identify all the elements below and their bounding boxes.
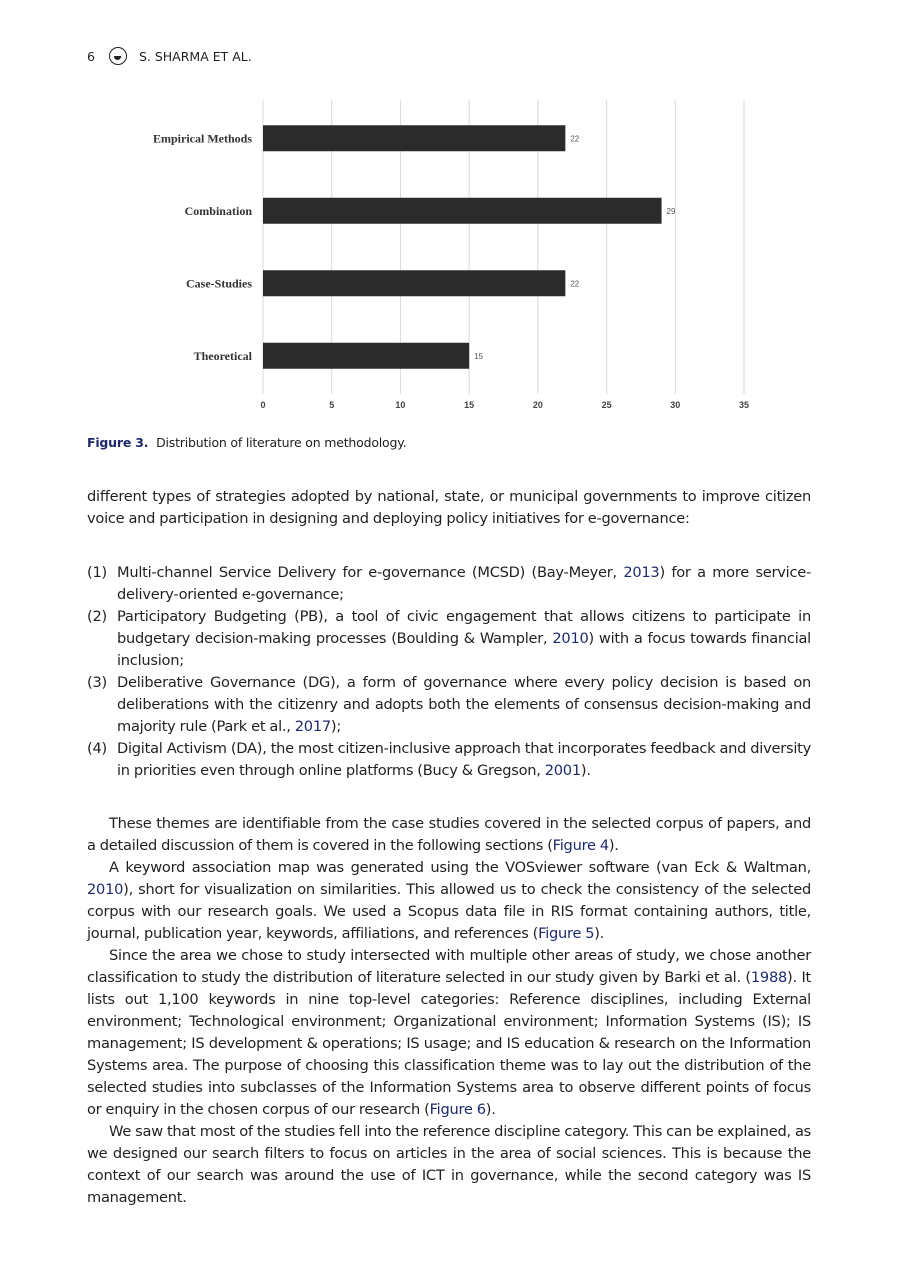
bar	[263, 343, 469, 369]
body-text	[87, 813, 811, 1209]
intro-paragraph: different types of strategies adopted by national, state, or municipal governments to improve citizen voice and participation in designing and deploying policy initiatives for e-governance:	[87, 488, 811, 527]
paragraph-classification: Since the area we chose to study intersected with multiple other areas of study, we chose another classification to study the distribution of literature selected in our study given by Barki et al. (1988). It lists out 1,100 keywords in nine top-level categories: Reference disciplines, including External environment; Technological environment; Organizational environment; Information Systems (IS); IS management; IS development & operations; IS usage; and IS education & research on the Information Systems area. The purpose of choosing this classification theme was to lay out the distribution of the selected studies into subclasses of the Information Systems area to observe different points of focus or enquiry in the chosen corpus of our research (Figure 6).	[87, 947, 811, 1118]
list-item	[87, 672, 811, 738]
list-item-text: Digital Activism (DA), the most citizen-inclusive approach that incorporates feedback and diversity in priorities even through online platforms (Bucy & Gregson, 2001).	[117, 740, 811, 779]
citation-link[interactable]: 1988	[750, 969, 788, 986]
bar	[263, 125, 565, 151]
x-tick-label: 5	[329, 400, 335, 410]
paragraph-reference-discipline: We saw that most of the studies fell into the reference discipline category. This can be explained, as we designed our search filters to focus on articles in the area of social sciences. This is because the context of our search was around the use of ICT in governance, while the second category was IS management.	[87, 1123, 811, 1206]
list-item	[87, 606, 811, 672]
paragraph-themes: These themes are identifiable from the case studies covered in the selected corpus of papers, and a detailed discussion of them is covered in the following sections (Figure 4).	[87, 815, 811, 854]
figure-label: Figure 3.	[87, 435, 149, 450]
figure-5-link[interactable]: Figure 5	[538, 925, 595, 942]
list-item	[87, 562, 811, 606]
value-label: 15	[474, 351, 484, 361]
list-item-text: Deliberative Governance (DG), a form of governance where every policy decision is based on deliberations with the citizenry and adopts both the elements of consensus decision-making and majority rule (Park et al., 2017);	[117, 674, 811, 735]
category-label: Theoretical	[193, 348, 252, 363]
figure-4-link[interactable]: Figure 4	[552, 837, 609, 854]
x-tick-label: 15	[464, 400, 475, 410]
bar	[263, 270, 565, 296]
paragraph-keyword-map: A keyword association map was generated using the VOSviewer software (van Eck & Waltman, 2010), short for visualization on similarities. This allowed us to check the consistency of the selected corpus with our research goals. We used a Scopus data file in RIS format containing authors, title, journal, publication year, keywords, affiliations, and references (Figure 5).	[87, 859, 811, 942]
value-label: 22	[570, 279, 580, 289]
list-number: (4)	[87, 740, 107, 757]
bar	[263, 198, 662, 224]
citation-link[interactable]: 2010	[87, 881, 124, 898]
figure-caption	[87, 435, 406, 450]
x-tick-label: 25	[601, 400, 612, 410]
category-label: Empirical Methods	[153, 131, 252, 146]
list-number: (1)	[87, 564, 107, 581]
citation-link[interactable]: 2010	[552, 630, 589, 647]
value-label: 29	[666, 206, 676, 216]
x-tick-label: 10	[395, 400, 406, 410]
figure-6-link[interactable]: Figure 6	[429, 1101, 486, 1118]
list-number: (3)	[87, 674, 107, 691]
x-tick-label: 30	[670, 400, 681, 410]
running-head-authors: S. SHARMA ET AL.	[138, 48, 252, 64]
x-tick-label: 0	[260, 400, 266, 410]
citation-link[interactable]: 2013	[623, 564, 660, 581]
x-tick-label: 20	[532, 400, 543, 410]
citation-link[interactable]: 2001	[544, 762, 581, 779]
x-tick-label: 35	[738, 400, 750, 410]
running-header	[87, 46, 252, 66]
strategy-list	[87, 562, 811, 782]
publisher-logo-icon	[109, 47, 127, 65]
citation-link[interactable]: 2017	[294, 718, 331, 735]
page-number: 6	[87, 48, 95, 64]
figure-caption-text: Distribution of literature on methodology.	[156, 435, 407, 450]
category-label: Combination	[184, 203, 252, 218]
list-item	[87, 738, 811, 782]
list-item-text: Multi-channel Service Delivery for e-governance (MCSD) (Bay-Meyer, 2013) for a more service-delivery-oriented e-governance;	[117, 564, 811, 603]
value-label: 22	[570, 134, 580, 144]
list-item-text: Participatory Budgeting (PB), a tool of civic engagement that allows citizens to participate in budgetary decision-making processes (Boulding & Wampler, 2010) with a focus towards financial inclusion;	[117, 608, 811, 669]
list-number: (2)	[87, 608, 107, 625]
category-label: Case-Studies	[185, 276, 252, 291]
chart-svg	[87, 96, 767, 426]
methodology-bar-chart	[87, 96, 767, 426]
